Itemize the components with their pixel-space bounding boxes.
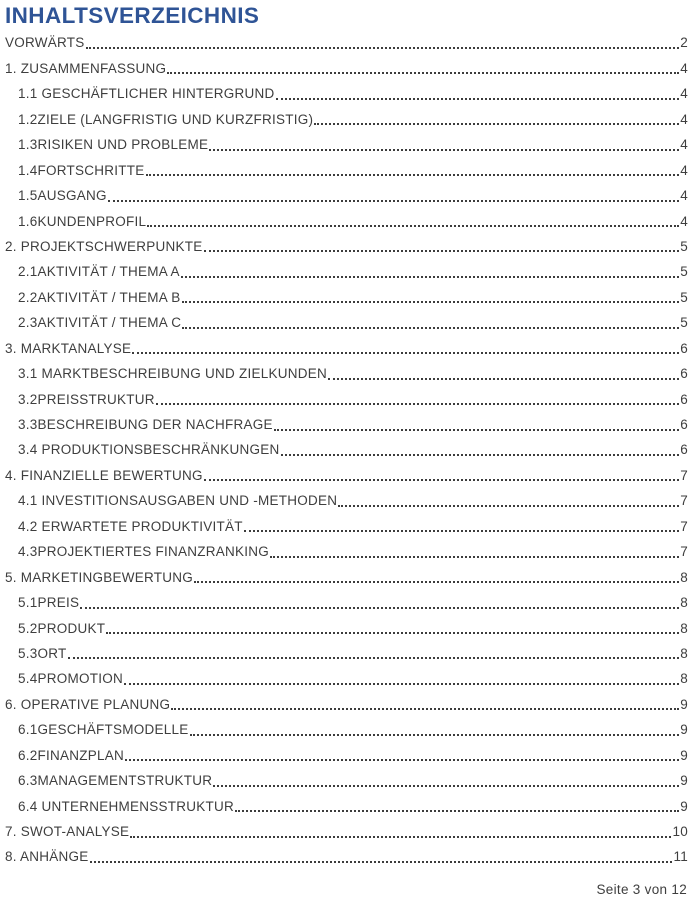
toc-entry-page-number: 2 xyxy=(680,35,688,51)
toc-entry-label: 3.3BESCHREIBUNG DER NACHFRAGE xyxy=(18,417,273,432)
toc-entry-label: 3.4 PRODUKTIONSBESCHRÄNKUNGEN xyxy=(18,442,280,458)
dot-leader xyxy=(213,785,679,787)
toc-entry-page-number: 9 xyxy=(680,798,688,814)
dot-leader xyxy=(194,581,679,583)
dot-leader xyxy=(281,454,680,456)
toc-entry-page-number: 4 xyxy=(680,213,688,229)
toc-entry-page-number: 10 xyxy=(672,824,688,839)
toc-entry[interactable] xyxy=(5,206,688,231)
toc-entry-page-number: 11 xyxy=(673,849,688,865)
toc-entry[interactable] xyxy=(5,410,688,435)
toc-entry[interactable] xyxy=(5,181,688,206)
toc-entry-page-number: 8 xyxy=(680,645,688,661)
toc-entry-label: 5.3ORT xyxy=(18,645,67,661)
toc-entry-label: 6.4 UNTERNEHMENSSTRUKTUR xyxy=(18,798,235,814)
toc-entry-page-number: 9 xyxy=(680,722,688,738)
toc-entry-label: 5.2PRODUKT xyxy=(18,620,106,636)
toc-entry[interactable] xyxy=(5,791,688,816)
toc-entry-label: 1.1 GESCHÄFTLICHER HINTERGRUND xyxy=(18,86,275,102)
toc-entry[interactable] xyxy=(5,537,688,562)
dot-leader xyxy=(68,657,680,659)
toc-entry-page-number: 6 xyxy=(680,417,688,432)
toc-entry-label: 8. ANHÄNGE xyxy=(5,849,89,865)
toc-entry[interactable] xyxy=(5,817,688,842)
toc-entry[interactable] xyxy=(5,257,688,282)
toc-entry[interactable] xyxy=(5,79,688,104)
toc-entry-label: 6.2FINANZPLAN xyxy=(18,747,125,763)
toc-entry-label: 4.1 INVESTITIONSAUSGABEN UND -METHODEN xyxy=(18,493,338,509)
toc-entry[interactable] xyxy=(5,359,688,384)
dot-leader xyxy=(181,276,679,278)
dot-leader xyxy=(124,683,679,685)
toc-entry-page-number: 5 xyxy=(680,315,688,331)
toc-entry-label: 2.3AKTIVITÄT / THEMA C xyxy=(18,315,182,331)
toc-entry-label: 3. MARKTANALYSE xyxy=(5,340,132,356)
toc-entry-label: 2.1AKTIVITÄT / THEMA A xyxy=(18,264,180,280)
toc-entry[interactable] xyxy=(5,588,688,613)
dot-leader xyxy=(182,327,679,329)
dot-leader xyxy=(276,98,680,100)
toc-entry[interactable] xyxy=(5,511,688,536)
dot-leader xyxy=(130,836,671,838)
toc-entry-label: 4.2 ERWARTETE PRODUKTIVITÄT xyxy=(18,518,243,534)
toc-entry[interactable] xyxy=(5,333,688,358)
toc-entry-label: 6.1GESCHÄFTSMODELLE xyxy=(18,722,189,738)
toc-entry-label: 1. ZUSAMMENFASSUNG xyxy=(5,60,167,76)
toc-entry-label: 4. FINANZIELLE BEWERTUNG xyxy=(5,467,203,483)
toc-entry[interactable] xyxy=(5,486,688,511)
dot-leader xyxy=(190,734,680,736)
toc-entry-label: 6. OPERATIVE PLANUNG xyxy=(5,696,171,712)
dot-leader xyxy=(171,708,679,710)
toc-entry-label: 1.2ZIELE (LANGFRISTIG UND KURZFRISTIG) xyxy=(18,111,314,127)
toc-entry[interactable] xyxy=(5,28,688,53)
toc-entry-page-number: 8 xyxy=(680,620,688,636)
toc-entry[interactable] xyxy=(5,435,688,460)
toc-entry-label: 2. PROJEKTSCHWERPUNKTE xyxy=(5,238,203,254)
toc-entry-page-number: 4 xyxy=(680,162,688,178)
dot-leader xyxy=(209,149,679,151)
dot-leader xyxy=(106,632,679,634)
toc-entry-label: 1.3RISIKEN UND PROBLEME xyxy=(18,137,209,153)
toc-entry[interactable] xyxy=(5,460,688,485)
toc-entry-label: 5. MARKETINGBEWERTUNG xyxy=(5,569,194,585)
dot-leader xyxy=(146,174,680,176)
toc-entry[interactable] xyxy=(5,155,688,180)
dot-leader xyxy=(125,759,679,761)
toc-entry-page-number: 5 xyxy=(680,238,688,254)
dot-leader xyxy=(204,479,679,481)
toc-entry[interactable] xyxy=(5,53,688,78)
toc-entry-page-number: 8 xyxy=(680,569,688,585)
page-number-footer: Seite 3 von 12 xyxy=(596,882,687,897)
toc-entry-label: 6.3MANAGEMENTSTRUKTUR xyxy=(18,773,213,789)
toc-entry-page-number: 6 xyxy=(680,340,688,356)
toc-entry-page-number: 7 xyxy=(680,493,688,509)
toc-entry-page-number: 7 xyxy=(680,518,688,534)
table-of-contents xyxy=(5,28,688,867)
toc-entry[interactable] xyxy=(5,130,688,155)
dot-leader xyxy=(80,607,679,609)
toc-entry-page-number: 4 xyxy=(680,137,688,153)
dot-leader xyxy=(156,403,679,405)
toc-entry-page-number: 8 xyxy=(680,595,688,611)
toc-entry-page-number: 8 xyxy=(680,671,688,687)
dot-leader xyxy=(108,200,679,202)
toc-entry-page-number: 5 xyxy=(680,264,688,280)
toc-entry[interactable] xyxy=(5,384,688,409)
dot-leader xyxy=(90,861,673,863)
dot-leader xyxy=(274,429,679,431)
dot-leader xyxy=(167,72,679,74)
toc-entry-page-number: 9 xyxy=(680,747,688,763)
toc-entry-label: 5.1PREIS xyxy=(18,595,80,611)
toc-entry-page-number: 7 xyxy=(680,467,688,483)
dot-leader xyxy=(314,123,679,125)
dot-leader xyxy=(182,301,680,303)
toc-entry-page-number: 9 xyxy=(680,696,688,712)
toc-entry[interactable] xyxy=(5,740,688,765)
toc-entry[interactable] xyxy=(5,232,688,257)
toc-entry-label: 1.4FORTSCHRITTE xyxy=(18,162,145,178)
dot-leader xyxy=(270,556,679,558)
toc-entry[interactable] xyxy=(5,639,688,664)
toc-entry[interactable] xyxy=(5,562,688,587)
toc-entry-page-number: 7 xyxy=(680,544,688,560)
toc-entry[interactable] xyxy=(5,766,688,791)
dot-leader xyxy=(338,505,679,507)
toc-entry-page-number: 4 xyxy=(680,60,688,76)
toc-entry[interactable] xyxy=(5,664,688,689)
toc-entry-page-number: 4 xyxy=(680,111,688,127)
toc-entry-page-number: 6 xyxy=(680,442,688,458)
toc-entry-label: VORWÄRTS xyxy=(5,35,85,51)
toc-entry[interactable] xyxy=(5,308,688,333)
toc-entry[interactable] xyxy=(5,689,688,714)
dot-leader xyxy=(204,250,680,252)
toc-entry-page-number: 6 xyxy=(680,391,688,407)
toc-entry[interactable] xyxy=(5,715,688,740)
toc-entry-label: 1.6KUNDENPROFIL xyxy=(18,213,147,229)
toc-entry[interactable] xyxy=(5,282,688,307)
toc-entry-label: 7. SWOT-ANALYSE xyxy=(5,824,130,839)
toc-entry[interactable] xyxy=(5,842,688,867)
toc-entry[interactable] xyxy=(5,104,688,129)
toc-entry-label: 3.2PREISSTRUKTUR xyxy=(18,391,155,407)
dot-leader xyxy=(147,225,679,227)
toc-entry-label: 2.2AKTIVITÄT / THEMA B xyxy=(18,289,181,305)
toc-entry-page-number: 9 xyxy=(680,773,688,789)
dot-leader xyxy=(235,810,679,812)
toc-entry-page-number: 4 xyxy=(680,86,688,102)
page-title: INHALTSVERZEICHNIS xyxy=(5,3,260,28)
toc-entry-label: 4.3PROJEKTIERTES FINANZRANKING xyxy=(18,544,270,560)
toc-entry[interactable] xyxy=(5,613,688,638)
toc-entry-label: 3.1 MARKTBESCHREIBUNG UND ZIELKUNDEN xyxy=(18,366,328,382)
toc-entry-page-number: 6 xyxy=(680,366,688,382)
dot-leader xyxy=(244,530,679,532)
toc-entry-page-number: 5 xyxy=(680,289,688,305)
toc-entry-page-number: 4 xyxy=(680,188,688,204)
dot-leader xyxy=(86,47,680,49)
dot-leader xyxy=(328,378,679,380)
dot-leader xyxy=(132,352,679,354)
toc-entry-label: 1.5AUSGANG xyxy=(18,188,107,204)
toc-entry-label: 5.4PROMOTION xyxy=(18,671,124,687)
